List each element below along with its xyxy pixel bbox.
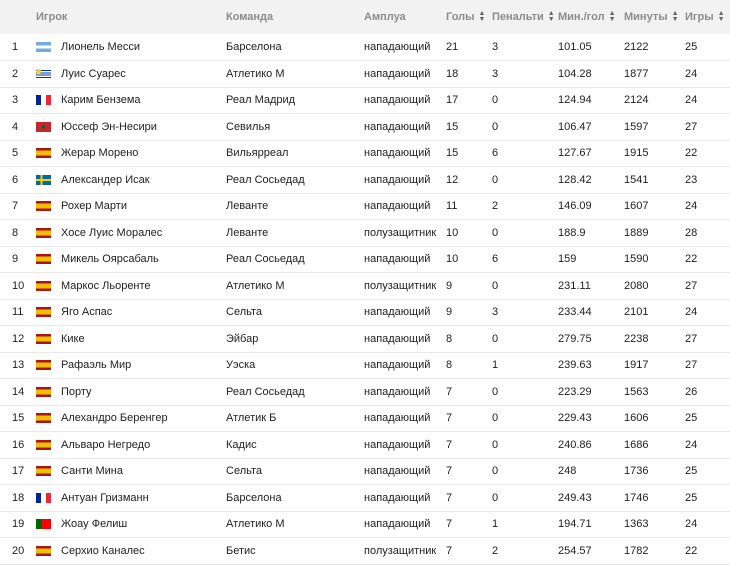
minutes-cell: 1782 (624, 544, 649, 557)
france-flag-icon (36, 493, 51, 503)
penalties-cell: 3 (492, 306, 499, 319)
sort-icon[interactable]: ▲ ▼ (547, 10, 555, 24)
spain-flag-icon (36, 360, 51, 370)
games-cell: 27 (685, 120, 698, 133)
spain-flag-icon (36, 440, 51, 450)
team-cell[interactable]: Вильярреал (226, 147, 289, 160)
goals-cell: 7 (446, 385, 453, 398)
player-name[interactable]: Маркос Льоренте (61, 279, 151, 292)
min-per-goal-cell: 127.67 (558, 147, 592, 160)
minutes-cell: 2124 (624, 94, 649, 107)
spain-flag-icon (36, 413, 51, 423)
team-cell[interactable]: Реал Мадрид (226, 94, 296, 107)
argentina-flag-icon (36, 42, 51, 52)
player-name[interactable]: Серхио Каналес (61, 544, 145, 557)
role-cell: полузащитник (364, 544, 437, 557)
table-row (0, 87, 730, 114)
role-cell: полузащитник (364, 279, 437, 292)
header-team[interactable] (226, 0, 364, 34)
header-minutes[interactable] (624, 0, 685, 34)
spain-flag-icon (36, 201, 51, 211)
games-cell: 24 (685, 306, 698, 319)
header-min-per-goal-label: Мин./гол (558, 10, 605, 23)
spain-flag-icon (36, 307, 51, 317)
games-cell: 24 (685, 200, 698, 213)
player-name[interactable]: Альваро Негредо (61, 438, 151, 451)
games-cell: 22 (685, 253, 698, 266)
player-cell[interactable] (36, 246, 226, 273)
penalties-cell: 0 (492, 385, 499, 398)
min-per-goal-cell: 229.43 (558, 412, 592, 425)
min-per-goal-cell: 254.57 (558, 544, 592, 557)
rank-cell: 18 (12, 491, 25, 504)
minutes-cell: 1597 (624, 120, 649, 133)
team-cell[interactable]: Эйбар (226, 332, 259, 345)
games-cell: 25 (685, 41, 698, 53)
rank-cell: 3 (12, 94, 19, 107)
role-cell: нападающий (364, 120, 431, 133)
player-cell[interactable] (36, 167, 226, 194)
penalties-cell: 3 (492, 41, 499, 53)
penalties-cell: 1 (492, 359, 499, 372)
header-player-label: Игрок (36, 11, 68, 23)
header-player[interactable] (36, 0, 226, 34)
minutes-cell: 1363 (624, 518, 649, 531)
penalties-cell: 0 (492, 491, 499, 504)
player-name[interactable]: Александер Исак (61, 173, 150, 186)
goals-cell: 12 (446, 173, 459, 186)
player-name[interactable]: Алехандро Беренгер (61, 412, 168, 425)
player-cell[interactable] (36, 432, 226, 459)
header-role-label: Амплуа (364, 11, 406, 23)
header-games[interactable] (685, 0, 730, 34)
player-cell[interactable] (36, 326, 226, 353)
morocco-flag-icon (36, 122, 51, 132)
minutes-cell: 2122 (624, 41, 649, 53)
table-header-row (0, 0, 730, 34)
player-cell[interactable] (36, 538, 226, 565)
role-cell: нападающий (364, 491, 431, 504)
role-cell: полузащитник (364, 226, 437, 239)
minutes-cell: 1917 (624, 359, 649, 372)
header-goals[interactable] (446, 0, 492, 34)
rank-cell: 16 (12, 438, 25, 451)
team-cell[interactable]: Бетис (226, 544, 256, 557)
sort-icon[interactable]: ▲ ▼ (608, 10, 616, 24)
goals-cell: 7 (446, 412, 453, 425)
penalties-cell: 0 (492, 438, 499, 451)
player-name[interactable]: Карим Бензема (61, 94, 141, 107)
rank-cell: 14 (12, 385, 25, 398)
goals-cell: 15 (446, 147, 459, 160)
role-cell: нападающий (364, 412, 431, 425)
player-name[interactable]: Кике (61, 332, 85, 345)
portugal-flag-icon (36, 519, 51, 529)
games-cell: 25 (685, 491, 698, 504)
min-per-goal-cell: 106.47 (558, 120, 592, 133)
spain-flag-icon (36, 148, 51, 158)
goals-cell: 8 (446, 332, 453, 345)
minutes-cell: 1607 (624, 200, 649, 213)
player-cell[interactable] (36, 405, 226, 432)
team-cell[interactable]: Кадис (226, 438, 257, 451)
player-name[interactable]: Хосе Луис Моралес (61, 226, 163, 239)
penalties-cell: 0 (492, 226, 499, 239)
penalties-cell: 0 (492, 173, 499, 186)
sort-icon[interactable]: ▲ ▼ (671, 10, 679, 24)
rank-cell: 1 (12, 41, 19, 53)
team-cell[interactable]: Реал Сосьедад (226, 385, 305, 398)
header-penalties-label: Пенальти (492, 10, 544, 23)
minutes-cell: 1563 (624, 385, 649, 398)
table-row (0, 220, 730, 247)
games-cell: 27 (685, 359, 698, 372)
table-row (0, 458, 730, 485)
min-per-goal-cell: 128.42 (558, 173, 592, 186)
role-cell: нападающий (364, 200, 431, 213)
games-cell: 22 (685, 147, 698, 160)
role-cell: нападающий (364, 41, 431, 53)
header-team-label: Команда (226, 11, 274, 23)
player-name[interactable]: Лионель Месси (61, 41, 141, 53)
team-cell[interactable]: Реал Сосьедад (226, 253, 305, 266)
table-row (0, 379, 730, 406)
table-row (0, 299, 730, 326)
goals-cell: 7 (446, 438, 453, 451)
games-cell: 25 (685, 465, 698, 478)
table-row (0, 511, 730, 538)
player-name[interactable]: Рафаэль Мир (61, 359, 132, 372)
minutes-cell: 2080 (624, 279, 649, 292)
player-name[interactable]: Антуан Гризманн (61, 491, 149, 504)
min-per-goal-cell: 194.71 (558, 518, 592, 531)
role-cell: нападающий (364, 306, 431, 319)
team-cell[interactable]: Атлетико М (226, 67, 285, 80)
games-cell: 24 (685, 94, 698, 107)
spain-flag-icon (36, 334, 51, 344)
player-cell[interactable] (36, 61, 226, 88)
player-cell[interactable] (36, 273, 226, 300)
games-cell: 23 (685, 173, 698, 186)
table-row (0, 34, 730, 61)
player-cell[interactable] (36, 220, 226, 247)
player-name[interactable]: Яго Аспас (61, 306, 113, 319)
penalties-cell: 0 (492, 120, 499, 133)
rank-cell: 13 (12, 359, 25, 372)
table-row (0, 193, 730, 220)
min-per-goal-cell: 249.43 (558, 491, 592, 504)
min-per-goal-cell: 279.75 (558, 332, 592, 345)
minutes-cell: 1877 (624, 67, 649, 80)
table-row (0, 405, 730, 432)
table-row (0, 246, 730, 273)
role-cell: нападающий (364, 465, 431, 478)
table-body (0, 34, 730, 564)
spain-flag-icon (36, 254, 51, 264)
games-cell: 24 (685, 67, 698, 80)
role-cell: нападающий (364, 67, 431, 80)
team-cell[interactable]: Сельта (226, 465, 263, 478)
player-cell[interactable] (36, 299, 226, 326)
player-name[interactable]: Микель Оярсабаль (61, 253, 159, 266)
goals-cell: 18 (446, 67, 459, 80)
table-row (0, 432, 730, 459)
goals-cell: 7 (446, 518, 453, 531)
header-role[interactable] (364, 0, 446, 34)
team-cell[interactable]: Барселона (226, 41, 282, 53)
goals-cell: 17 (446, 94, 459, 107)
uruguay-flag-icon (36, 69, 51, 79)
table-row (0, 61, 730, 88)
spain-flag-icon (36, 387, 51, 397)
rank-cell: 20 (12, 544, 25, 557)
spain-flag-icon (36, 466, 51, 476)
goals-cell: 7 (446, 544, 453, 557)
penalties-cell: 3 (492, 67, 499, 80)
min-per-goal-cell: 223.29 (558, 385, 592, 398)
min-per-goal-cell: 231.11 (558, 279, 591, 292)
player-name[interactable]: Санти Мина (61, 465, 123, 478)
player-name[interactable]: Рохер Марти (61, 200, 127, 213)
table-row (0, 485, 730, 512)
goals-cell: 7 (446, 491, 453, 504)
penalties-cell: 6 (492, 147, 499, 160)
rank-cell: 7 (12, 200, 19, 213)
penalties-cell: 6 (492, 253, 499, 266)
table-row (0, 140, 730, 167)
role-cell: нападающий (364, 385, 431, 398)
table-row (0, 167, 730, 194)
spain-flag-icon (36, 546, 51, 556)
minutes-cell: 2101 (624, 306, 649, 319)
games-cell: 26 (685, 385, 698, 398)
role-cell: нападающий (364, 359, 431, 372)
games-cell: 28 (685, 226, 698, 239)
minutes-cell: 1889 (624, 226, 649, 239)
goals-cell: 11 (446, 200, 458, 213)
sort-icon[interactable]: ▲ ▼ (717, 10, 725, 24)
rank-cell: 10 (12, 279, 25, 292)
player-name[interactable]: Юссеф Эн-Несири (61, 120, 157, 133)
header-games-label: Игры (685, 10, 714, 23)
games-cell: 27 (685, 279, 698, 292)
role-cell: нападающий (364, 332, 431, 345)
role-cell: нападающий (364, 518, 431, 531)
games-cell: 24 (685, 518, 698, 531)
rank-cell: 19 (12, 518, 25, 531)
header-goals-label: Голы (446, 10, 475, 23)
player-name[interactable]: Жоау Фелиш (61, 518, 128, 531)
team-cell[interactable]: Севилья (226, 120, 271, 133)
rank-cell: 6 (12, 173, 19, 186)
min-per-goal-cell: 124.94 (558, 94, 592, 107)
player-cell[interactable] (36, 458, 226, 485)
player-cell[interactable] (36, 87, 226, 114)
role-cell: нападающий (364, 173, 431, 186)
penalties-cell: 1 (492, 518, 499, 531)
team-cell[interactable]: Реал Сосьедад (226, 173, 305, 186)
player-name[interactable]: Жерар Морено (61, 147, 139, 160)
goals-cell: 15 (446, 120, 459, 133)
header-minutes-label: Минуты (624, 10, 668, 23)
player-cell[interactable] (36, 34, 226, 61)
minutes-cell: 1736 (624, 465, 649, 478)
rank-cell: 8 (12, 226, 19, 239)
minutes-cell: 2238 (624, 332, 649, 345)
team-cell[interactable]: Атлетик Б (226, 412, 277, 425)
table-row (0, 114, 730, 141)
games-cell: 24 (685, 438, 698, 451)
min-per-goal-cell: 188.9 (558, 226, 586, 239)
goals-cell: 9 (446, 306, 453, 319)
player-cell[interactable] (36, 114, 226, 141)
team-cell[interactable]: Леванте (226, 226, 269, 239)
games-cell: 22 (685, 544, 698, 557)
france-algeria-flag-icon (36, 95, 51, 105)
player-cell[interactable] (36, 379, 226, 406)
sort-icon[interactable]: ▲ ▼ (478, 10, 486, 24)
player-cell[interactable] (36, 485, 226, 512)
minutes-cell: 1915 (624, 147, 649, 160)
goals-cell: 7 (446, 465, 453, 478)
min-per-goal-cell: 233.44 (558, 306, 592, 319)
team-cell[interactable]: Сельта (226, 306, 263, 319)
role-cell: нападающий (364, 94, 431, 107)
min-per-goal-cell: 248 (558, 465, 577, 478)
player-cell[interactable] (36, 511, 226, 538)
header-min-per-goal[interactable] (558, 0, 624, 34)
team-cell[interactable]: Барселона (226, 491, 282, 504)
games-cell: 27 (685, 332, 698, 345)
games-cell: 25 (685, 412, 698, 425)
rank-cell: 4 (12, 120, 19, 133)
team-cell[interactable]: Атлетико М (226, 518, 285, 531)
minutes-cell: 1590 (624, 253, 649, 266)
min-per-goal-cell: 159 (558, 253, 577, 266)
goals-cell: 21 (446, 41, 459, 53)
penalties-cell: 0 (492, 332, 499, 345)
min-per-goal-cell: 239.63 (558, 359, 592, 372)
team-cell[interactable]: Атлетико М (226, 279, 285, 292)
rank-cell: 15 (12, 412, 25, 425)
rank-cell: 11 (12, 306, 24, 319)
spain-flag-icon (36, 228, 51, 238)
goals-cell: 10 (446, 226, 459, 239)
table-row (0, 273, 730, 300)
rank-cell: 12 (12, 332, 25, 345)
player-cell[interactable] (36, 193, 226, 220)
penalties-cell: 2 (492, 200, 499, 213)
penalties-cell: 0 (492, 279, 499, 292)
penalties-cell: 0 (492, 412, 499, 425)
header-penalties[interactable] (492, 0, 558, 34)
player-name[interactable]: Луис Суарес (61, 67, 126, 80)
min-per-goal-cell: 104.28 (558, 67, 592, 80)
header-num (0, 0, 36, 34)
min-per-goal-cell: 146.09 (558, 200, 592, 213)
penalties-cell: 2 (492, 544, 499, 557)
sweden-flag-icon (36, 175, 51, 185)
penalties-cell: 0 (492, 94, 499, 107)
rank-cell: 9 (12, 253, 19, 266)
min-per-goal-cell: 101.05 (558, 41, 592, 53)
role-cell: нападающий (364, 253, 431, 266)
minutes-cell: 1686 (624, 438, 649, 451)
minutes-cell: 1606 (624, 412, 649, 425)
rank-cell: 5 (12, 147, 19, 160)
player-cell[interactable] (36, 140, 226, 167)
player-name[interactable]: Порту (61, 385, 92, 398)
team-cell[interactable]: Леванте (226, 200, 269, 213)
player-cell[interactable] (36, 352, 226, 379)
team-cell[interactable]: Уэска (226, 359, 256, 372)
penalties-cell: 0 (492, 465, 499, 478)
goals-cell: 8 (446, 359, 453, 372)
min-per-goal-cell: 240.86 (558, 438, 592, 451)
minutes-cell: 1746 (624, 491, 649, 504)
table-row (0, 538, 730, 565)
rank-cell: 2 (12, 67, 19, 80)
spain-flag-icon (36, 281, 51, 291)
role-cell: нападающий (364, 438, 431, 451)
table-row (0, 352, 730, 379)
role-cell: нападающий (364, 147, 431, 160)
rank-cell: 17 (12, 465, 25, 478)
goals-cell: 10 (446, 253, 459, 266)
table-row (0, 326, 730, 353)
minutes-cell: 1541 (624, 173, 649, 186)
goals-cell: 9 (446, 279, 453, 292)
